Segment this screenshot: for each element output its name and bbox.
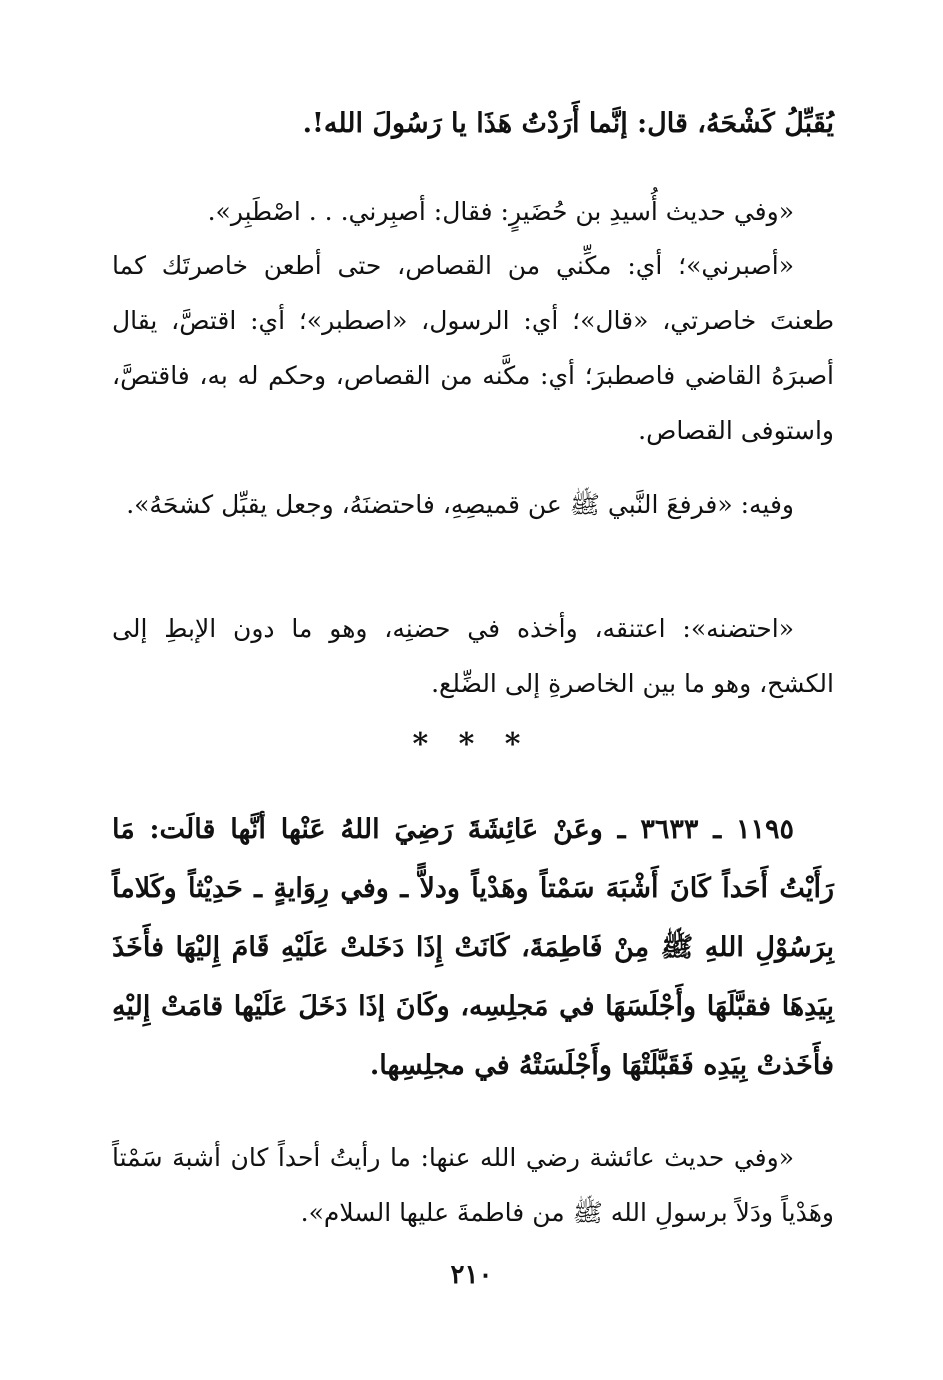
commentary-paragraph: «وفي حديث أُسيدِ بن حُضَيرٍ: فقال: أصبِرني. . . اصْطَبِر». (207, 197, 794, 226)
commentary-paragraph: «أصبرني»؛ أي: مكِّني من القصاص، حتى أطعن خاصرتَك كما طعنتَ خاصرتي، «قال»؛ أي: الرسول، «اصطبر»؛ أي: اقتصَّ، يقال أصبرَهُ القاضي فاصطبرَ؛ أي: مكَّنه من القصاص، وحكم له به، فاقتصَّ، واستوفى القصاص. (112, 251, 834, 445)
hadith-text: ١١٩٥ ـ ٣٦٣٣ ـ وعَنْ عَائِشَةَ رَضِيَ اللهُ عَنْها أنَّها قالَت: مَا رَأَيْتُ أَحَداً كَانَ أَشْبَهَ سَمْتاً وهَدْياً ودلاًّ ـ وفي رِوَايةٍ ـ حَدِيْثاً وكَلاماً بِرَسُوْلِ اللهِ ﷺ مِنْ فَاطِمَةَ، كَانَتْ إِذَا دَخَلتْ عَلَيْهِ قَامَ إِليْهَا فأَخَذَ بِيَدِهَا فقبَّلَهَا وأَجْلَسَهَا في مَجلِسِه، وكَانَ إذَا دَخَلَ عَلَيْها قامَتْ إِليْهِ فأَخَذتْ بِيَدِه فَقَبَّلَتْهَا وأَجْلَسَتْهُ في مجلِسِها. (112, 814, 834, 1081)
hadith-text-continuation: يُقَبِّلُ كَشْحَهُ، قال: إنَّما أَرَدْتُ هَذَا يا رَسُولَ الله!. (302, 108, 834, 139)
commentary-paragraph: وفيه: «فرفعَ النَّبي ﷺ عن قميصِهِ، فاحتضنَهُ، وجعل يقبِّل كشحَهُ». (126, 490, 794, 519)
page-number: ٢١٠ (450, 1260, 493, 1290)
commentary-paragraph: «احتضنه»: اعتنقه، وأخذه في حضنِه، وهو ما دون الإبطِ إلى الكشح، وهو ما بين الخاصرةِ إلى الضِّلع. (112, 614, 834, 698)
commentary-paragraph: «وفي حديث عائشة رضي الله عنها: ما رأيتُ أحداً كان أشبهَ سَمْتاً وهَدْياً ودَلاً برسولِ الله ﷺ من فاطمةَ عليها السلام». (112, 1143, 834, 1227)
section-divider: * * * (412, 727, 531, 762)
